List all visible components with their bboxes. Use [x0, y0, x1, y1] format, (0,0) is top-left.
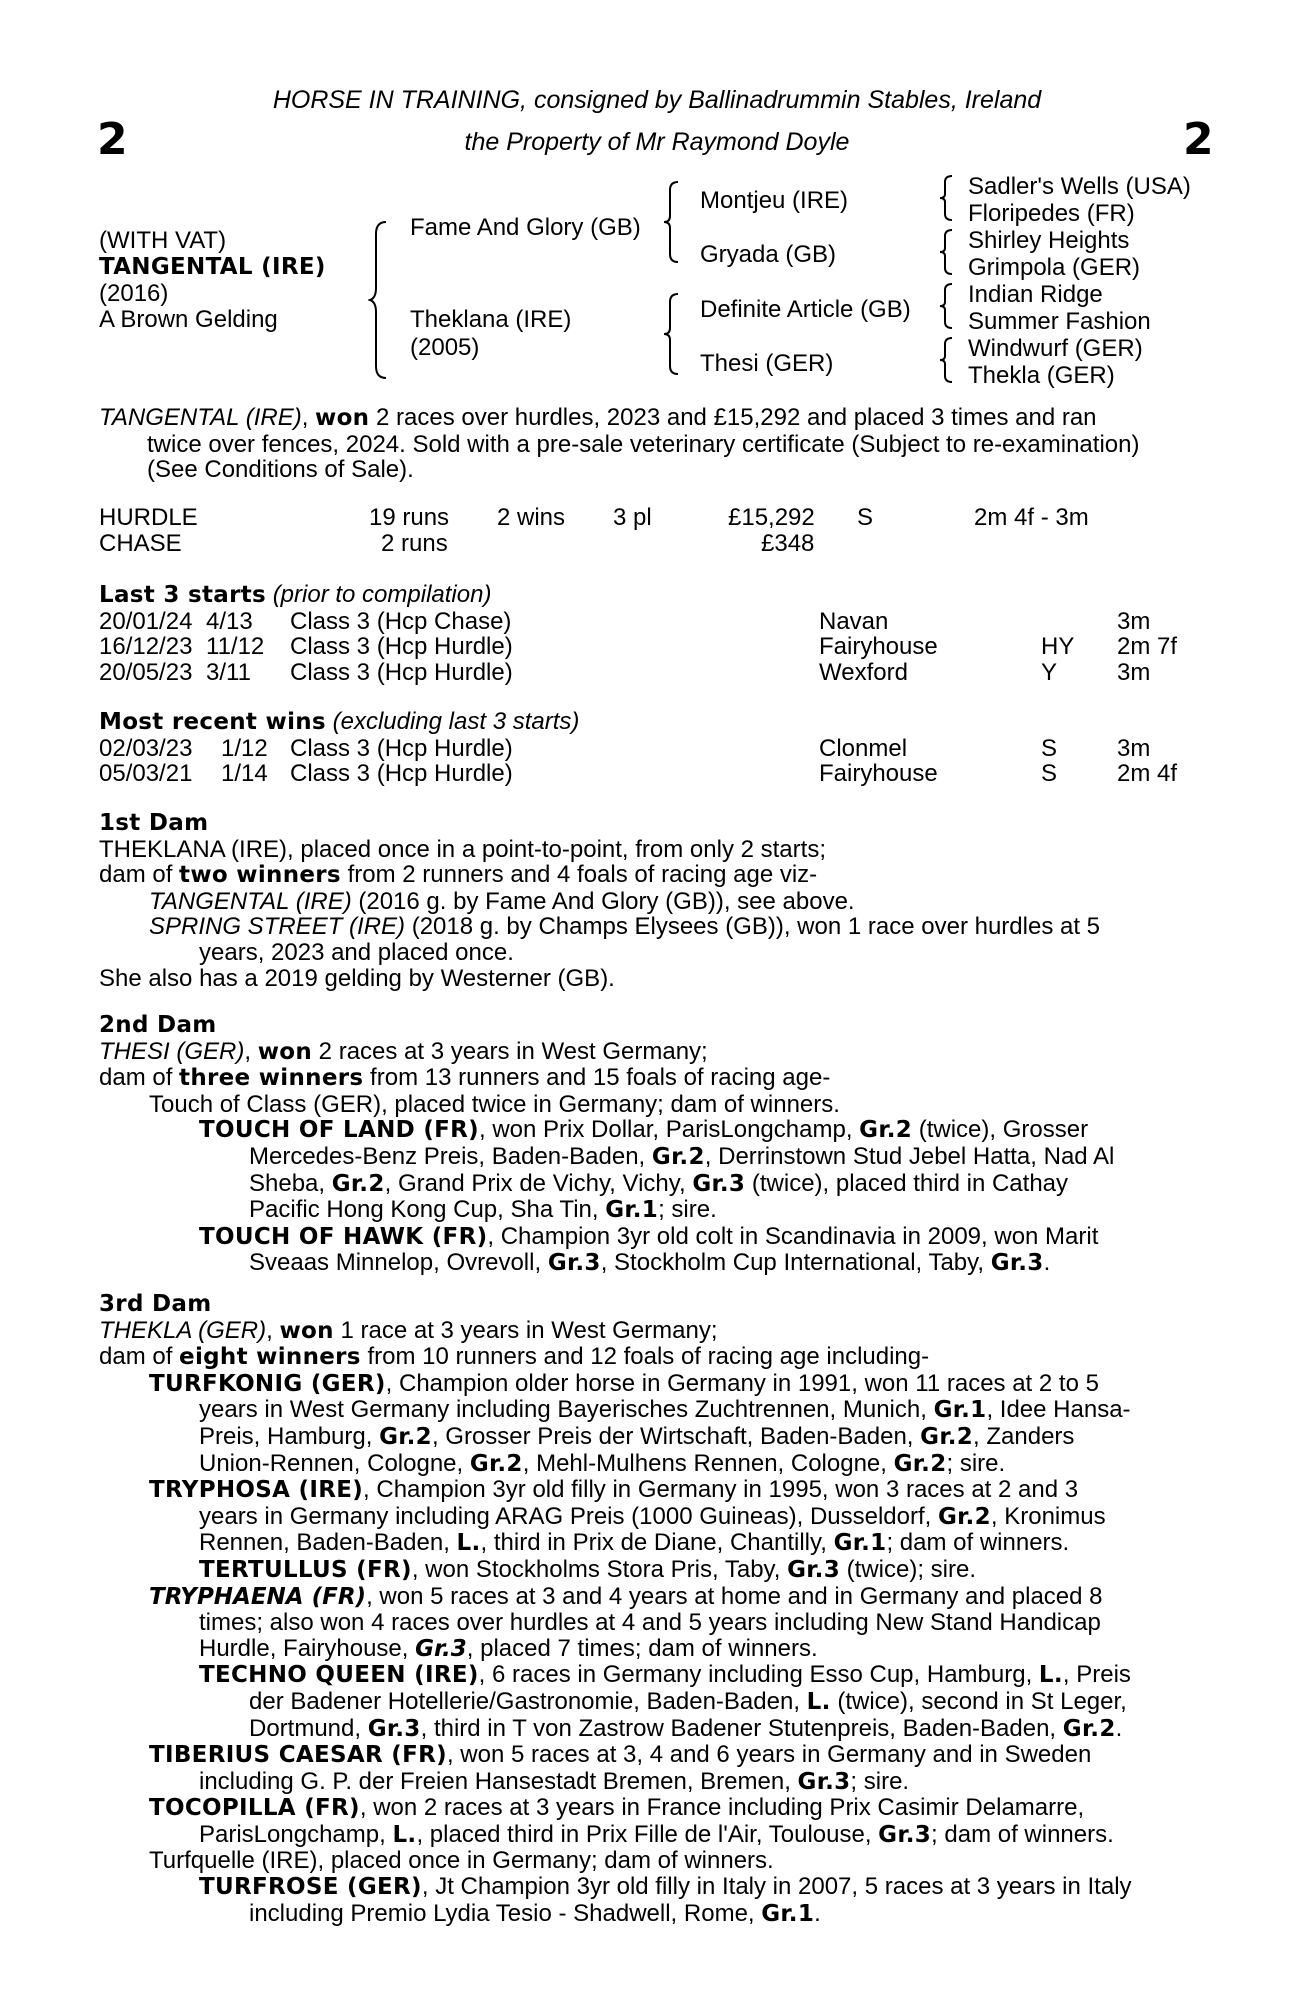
- horse-year: (2016): [99, 280, 169, 307]
- dam-name: THEKLA (GER): [99, 1316, 267, 1344]
- text: (twice), second in St Leger,: [830, 1687, 1127, 1715]
- text: dam of: [99, 861, 180, 889]
- grade: Gr.2: [379, 1423, 432, 1450]
- text: , Champion older horse in Germany in 1991, won 11 races at 2 to 5: [385, 1369, 1099, 1397]
- recent-win-row: [99, 761, 1199, 787]
- grade: Gr.3: [787, 1556, 840, 1583]
- race-going: HY: [1041, 633, 1075, 661]
- text: , won Stockholms Stora Pris, Taby,: [411, 1555, 788, 1583]
- race-record: [99, 505, 1199, 556]
- text: , Kronimus: [990, 1502, 1106, 1530]
- text: years in Germany including ARAG Preis (1000 Guineas), Dusseldorf,: [199, 1502, 938, 1530]
- text: dam of: [99, 1343, 180, 1371]
- race-date: 02/03/23: [99, 734, 193, 762]
- text: Hurdle, Fairyhouse,: [199, 1634, 416, 1662]
- text: ,: [244, 1037, 258, 1065]
- last3-row: [99, 609, 1199, 635]
- most-recent-wins: [99, 709, 1199, 787]
- record-type: HURDLE: [99, 504, 198, 531]
- produce-line: Turfquelle (IRE), placed once in Germany; dam of winners.: [149, 1847, 774, 1875]
- record-prize: £348: [761, 529, 815, 557]
- text: ; sire.: [850, 1767, 910, 1795]
- pedigree-brace-sire: [662, 180, 682, 264]
- first-dam-line: THEKLANA (IRE), placed once in a point-to-point, from only 2 starts;: [99, 835, 826, 863]
- race-date: 20/01/24: [99, 607, 193, 635]
- text: der Badener Hotellerie/Gastronomie, Baden-Baden,: [249, 1687, 807, 1715]
- won-label: won: [257, 1038, 313, 1065]
- summary-paragraph: TANGENTAL (IRE), won 2 races over hurdles, 2023 and £15,292 and placed 3 times and ran twice over fences, 2024. Sold with a pre-sale veterinary certificate (Subject to re-examination) (See Conditions of Sale).: [99, 404, 1140, 484]
- pedigree-dam: Theklana (IRE): [410, 306, 572, 333]
- last3-note: (prior to compilation): [272, 581, 492, 608]
- record-distance: 2m 4f - 3m: [974, 504, 1089, 531]
- pedigree-g3-7: Windwurf (GER): [968, 335, 1143, 362]
- pedigree-brace-dam: [662, 292, 682, 376]
- grade: Gr.2: [1062, 1715, 1116, 1742]
- recent-wins-title: Most recent wins: [99, 709, 326, 735]
- text: Rennen, Baden-Baden,: [199, 1529, 457, 1557]
- record-row-hurdle: [99, 505, 1199, 531]
- race-date: 05/03/21: [99, 760, 193, 788]
- race-position: 11/12: [206, 633, 265, 661]
- grade: Gr.1: [761, 1900, 815, 1927]
- grade: Gr.2: [469, 1450, 523, 1477]
- text: Dortmund,: [249, 1714, 368, 1742]
- pedigree-sire-dam: Gryada (GB): [700, 241, 837, 268]
- winners-count: eight winners: [179, 1344, 361, 1371]
- text: , Zanders: [973, 1422, 1075, 1450]
- won-label: won: [279, 1317, 334, 1344]
- grade: Gr.1: [933, 1397, 987, 1424]
- race-course: Wexford: [819, 658, 908, 686]
- text: , Grosser Preis der Wirtschaft, Baden-Baden,: [431, 1422, 921, 1450]
- race-class: Class 3 (Hcp Hurdle): [290, 658, 513, 686]
- header-consignor: HORSE IN TRAINING, consigned by Ballinadrummin Stables, Ireland: [272, 86, 1042, 114]
- text: Pacific Hong Kong Cup, Sha Tin,: [249, 1196, 606, 1224]
- text: Sveaas Minnelop, Ovrevoll,: [249, 1249, 548, 1277]
- last3-title: Last 3 starts: [99, 582, 267, 608]
- race-position: 3/11: [206, 658, 251, 686]
- text: , placed third in Prix Fille de l'Air, Toulouse,: [416, 1820, 879, 1848]
- text: (twice), placed third in Cathay: [745, 1169, 1069, 1197]
- text: dam of: [99, 1064, 180, 1092]
- produce-name: TOCOPILLA (FR): [149, 1795, 360, 1822]
- record-placed: 3 pl: [613, 504, 652, 531]
- produce-name: TOUCH OF LAND (FR): [199, 1117, 479, 1144]
- produce-name: TERTULLUS (FR): [199, 1556, 412, 1583]
- text: .: [1115, 1714, 1123, 1742]
- produce-name: TURFKONIG (GER): [149, 1370, 386, 1397]
- second-dam-title: 2nd Dam: [99, 1012, 217, 1038]
- horse-description: A Brown Gelding: [99, 306, 278, 333]
- text: .: [1043, 1249, 1051, 1277]
- race-class: Class 3 (Hcp Chase): [290, 607, 512, 635]
- text: from 10 runners and 12 foals of racing age including-: [360, 1343, 930, 1371]
- race-course: Clonmel: [819, 734, 908, 762]
- vat-label: (WITH VAT): [99, 227, 227, 254]
- grade: Gr.2: [893, 1450, 947, 1477]
- pedigree-g3-1: Sadler's Wells (USA): [968, 173, 1191, 200]
- summary-line3: (See Conditions of Sale).: [147, 456, 414, 484]
- lot-number-right: 2: [1183, 114, 1214, 165]
- race-distance: 2m 4f: [1117, 760, 1178, 788]
- grade: Gr.3: [367, 1715, 421, 1742]
- text: Preis, Hamburg,: [199, 1422, 380, 1450]
- record-runs: 2 runs: [381, 529, 448, 557]
- first-dam-section: [99, 811, 1100, 991]
- race-going: S: [1041, 734, 1058, 762]
- grade: Gr.2: [920, 1423, 974, 1450]
- pedigree-brace-main: [368, 220, 390, 380]
- race-position: 1/12: [221, 734, 268, 762]
- text: , Preis: [1062, 1661, 1131, 1689]
- text: 1 race at 3 years in West Germany;: [333, 1316, 718, 1344]
- text: , won 2 races at 3 years in France including Prix Casimir Delamarre,: [359, 1794, 1085, 1822]
- race-distance: 3m: [1117, 607, 1151, 635]
- text: , Grand Prix de Vichy, Vichy,: [384, 1169, 693, 1197]
- text: , third in Prix de Diane, Chantilly,: [480, 1529, 834, 1557]
- text: from 2 runners and 4 foals of racing age viz-: [340, 861, 818, 889]
- race-distance: 3m: [1117, 734, 1151, 762]
- text: ; dam of winners.: [931, 1820, 1114, 1848]
- race-class: Class 3 (Hcp Hurdle): [290, 760, 513, 788]
- third-dam-title: 3rd Dam: [99, 1291, 212, 1317]
- last3-row: [99, 634, 1199, 660]
- produce-name: TURFROSE (GER): [199, 1874, 422, 1901]
- last3-row: [99, 660, 1199, 686]
- header-property: the Property of Mr Raymond Doyle: [464, 128, 850, 156]
- race-course: Fairyhouse: [819, 633, 938, 661]
- dam-name: THESI (GER): [99, 1037, 245, 1065]
- grade: Gr.2: [651, 1143, 705, 1170]
- grade: L.: [806, 1688, 831, 1715]
- record-type: CHASE: [99, 529, 182, 557]
- text: from 13 runners and 15 foals of racing age-: [363, 1064, 831, 1092]
- text: , 6 races in Germany including Esso Cup, Hamburg,: [478, 1661, 1039, 1689]
- grade: Gr.3: [990, 1250, 1044, 1277]
- text: ; sire.: [658, 1196, 717, 1224]
- text: Mercedes-Benz Preis, Baden-Baden,: [249, 1142, 652, 1170]
- grade: Gr.3: [547, 1250, 601, 1277]
- pedigree-dam-dam: Thesi (GER): [700, 350, 834, 377]
- record-wins: 2 wins: [497, 504, 566, 531]
- text: , Stockholm Cup International, Taby,: [600, 1249, 991, 1277]
- grade: Gr.3: [692, 1170, 746, 1197]
- race-class: Class 3 (Hcp Hurdle): [290, 633, 513, 661]
- text: (twice), Grosser: [912, 1116, 1089, 1144]
- text: , won Prix Dollar, ParisLongchamp,: [478, 1116, 860, 1144]
- summary-line1: 2 races over hurdles, 2023 and £15,292 and placed 3 times and ran: [369, 404, 1097, 431]
- text: , Champion 3yr old filly in Germany in 1995, won 3 races at 2 and 3: [363, 1476, 1079, 1504]
- text: ParisLongchamp,: [199, 1820, 393, 1848]
- first-dam-line: years, 2023 and placed once.: [199, 938, 514, 966]
- text: Sheba,: [249, 1169, 332, 1197]
- record-prize: £15,292: [728, 504, 815, 531]
- text: (twice); sire.: [840, 1555, 977, 1583]
- text: Union-Rennen, Cologne,: [199, 1449, 470, 1477]
- race-class: Class 3 (Hcp Hurdle): [290, 734, 513, 762]
- pedigree-g3-5: Indian Ridge: [968, 281, 1103, 308]
- pedigree-dam-year: (2005): [410, 334, 480, 361]
- winners-count: two winners: [179, 862, 341, 889]
- first-dam-title: 1st Dam: [99, 810, 209, 836]
- recent-win-row: [99, 736, 1199, 762]
- race-position: 4/13: [206, 607, 253, 635]
- text: ; sire.: [946, 1449, 1006, 1477]
- last-3-starts: [99, 582, 1199, 685]
- text: , Idee Hansa-: [986, 1396, 1131, 1424]
- race-position: 1/14: [221, 760, 268, 788]
- pedigree-dam-sire: Definite Article (GB): [700, 296, 911, 323]
- pedigree-brace-g3-3: [938, 282, 956, 330]
- text: , Jt Champion 3yr old filly in Italy in 2007, 5 races at 3 years in Italy: [421, 1873, 1132, 1901]
- text: (2016 g. by Fame And Glory (GB)), see above.: [351, 887, 855, 915]
- produce-line: Touch of Class (GER), placed twice in Germany; dam of winners.: [149, 1090, 840, 1118]
- grade: Gr.2: [938, 1503, 991, 1530]
- text: 2 races at 3 years in West Germany;: [312, 1037, 708, 1065]
- recent-wins-note: (excluding last 3 starts): [332, 708, 580, 735]
- race-going: Y: [1041, 658, 1058, 686]
- grade: Gr.2: [859, 1117, 913, 1144]
- pedigree-g3-3: Shirley Heights: [968, 227, 1130, 254]
- second-dam-section: [99, 1013, 1114, 1277]
- summary-won: won: [315, 405, 370, 431]
- race-going: S: [1041, 760, 1058, 788]
- text: ; dam of winners.: [886, 1529, 1070, 1557]
- text: , third in T von Zastrow Badener Stutenpreis, Baden-Baden,: [420, 1714, 1063, 1742]
- lot-number-left: 2: [97, 114, 128, 165]
- record-runs: 19 runs: [369, 504, 450, 531]
- race-distance: 2m 7f: [1117, 633, 1178, 661]
- pedigree-g3-8: Thekla (GER): [968, 362, 1115, 389]
- pedigree-g3-4: Grimpola (GER): [968, 254, 1141, 281]
- text: , Derrinstown Stud Jebel Hatta, Nad Al: [704, 1142, 1115, 1170]
- grade: L.: [1038, 1662, 1063, 1689]
- grade: Gr.3: [797, 1768, 851, 1795]
- pedigree-brace-g3-2: [938, 228, 956, 276]
- pedigree-sire-sire: Montjeu (IRE): [700, 187, 849, 214]
- race-distance: 3m: [1117, 658, 1151, 686]
- record-row-chase: [99, 531, 1199, 557]
- pedigree-g3-6: Summer Fashion: [968, 308, 1151, 335]
- grade: Gr.3: [878, 1821, 932, 1848]
- produce-line: times; also won 4 races over hurdles at 4 and 5 years including New Stand Handicap: [199, 1609, 1101, 1637]
- grade: Gr.3: [415, 1635, 467, 1662]
- text: (2018 g. by Champs Elysees (GB)), won 1 race over hurdles at 5: [405, 913, 1101, 941]
- third-dam-section: [99, 1292, 1132, 1927]
- horse-name: TANGENTAL (IRE): [99, 254, 326, 280]
- produce-name: TRYPHOSA (IRE): [149, 1477, 364, 1504]
- grade: L.: [392, 1821, 417, 1848]
- summary-horse-name: TANGENTAL (IRE): [99, 404, 302, 431]
- text: , Champion 3yr old colt in Scandinavia in 2009, won Marit: [487, 1222, 1099, 1250]
- produce-name: TANGENTAL (IRE): [149, 887, 352, 915]
- winners-count: three winners: [179, 1065, 364, 1092]
- text: including G. P. der Freien Hansestadt Bremen, Bremen,: [199, 1767, 798, 1795]
- text: including Premio Lydia Tesio - Shadwell, Rome,: [249, 1899, 762, 1927]
- text: , won 5 races at 3, 4 and 6 years in Germany and in Sweden: [446, 1741, 1092, 1769]
- race-date: 16/12/23: [99, 633, 193, 661]
- race-date: 20/05/23: [99, 658, 193, 686]
- produce-name: TRYPHAENA (FR): [149, 1583, 367, 1610]
- summary-line2: twice over fences, 2024. Sold with a pre-sale veterinary certificate (Subject to re-examination): [147, 430, 1140, 458]
- grade: Gr.1: [833, 1530, 887, 1557]
- produce-name: TECHNO QUEEN (IRE): [199, 1662, 479, 1689]
- grade: Gr.1: [605, 1197, 659, 1224]
- produce-name: SPRING STREET (IRE): [149, 913, 406, 941]
- text: ,: [266, 1316, 280, 1344]
- record-going: S: [857, 504, 874, 531]
- pedigree-sire: Fame And Glory (GB): [410, 214, 641, 241]
- grade: L.: [456, 1530, 481, 1557]
- race-course: Fairyhouse: [819, 760, 938, 788]
- first-dam-line: She also has a 2019 gelding by Westerner (GB).: [99, 964, 615, 992]
- produce-name: TIBERIUS CAESAR (FR): [149, 1742, 447, 1769]
- text: years in West Germany including Bayerisches Zuchtrennen, Munich,: [199, 1396, 934, 1424]
- pedigree-brace-g3-1: [938, 174, 956, 222]
- pedigree-brace-g3-4: [938, 336, 956, 384]
- produce-name: TOUCH OF HAWK (FR): [199, 1223, 488, 1250]
- text: , placed 7 times; dam of winners.: [466, 1634, 818, 1662]
- grade: Gr.2: [331, 1170, 385, 1197]
- text: .: [814, 1899, 821, 1927]
- text: , Mehl-Mulhens Rennen, Cologne,: [522, 1449, 894, 1477]
- race-course: Navan: [819, 607, 889, 635]
- text: , won 5 races at 3 and 4 years at home and in Germany and placed 8: [366, 1582, 1103, 1610]
- pedigree-g3-2: Floripedes (FR): [968, 200, 1135, 227]
